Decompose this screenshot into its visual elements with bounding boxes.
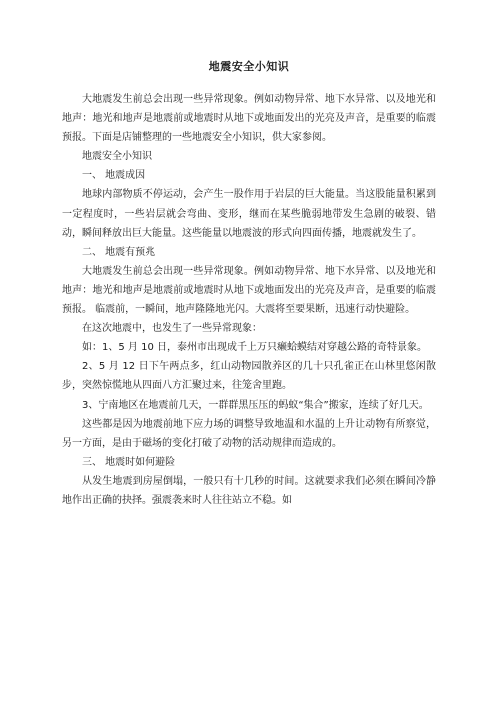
section-heading-cause: 一、 地震成因 <box>82 170 146 182</box>
anomaly-item-3: 3、宁南地区在地震前几天，一群群黑压压的蚂蚁“集合”搬家，连续了好几天。 <box>82 399 429 411</box>
cause-paragraph: 地球内部物质不停运动，会产生一股作用于岩层的巨大能量。当这股能量积累到一定程度时，一些岩层就会弯曲、变形，继而在某些脆弱地带发生急剧的破裂、错动，瞬间释放出巨大能量。这些能量以地震波的形式向四面传播，地震就发生了。 <box>62 189 436 239</box>
signs-paragraph: 大地震发生前总会出现一些异常现象。例如动物异常、地下水异常、以及地光和地声：地光和地声是地震前或地震时从地下或地面发出的光亮及声音，是重要的临震预报。 临震前，一瞬间，地声隆隆地光闪。大震将至要果断，迅速行动快避险。 <box>62 265 436 316</box>
anomaly-item-1: 如：1、5 月 10 日，泰州市出现成千上万只癞蛤蟆结对穿越公路的奇特景象。 <box>82 342 427 354</box>
section-heading-avoid: 三、 地震时如何避险 <box>82 456 176 468</box>
anomaly-explanation: 这些都是因为地震前地下应力场的调整导致地温和水温的上升让动物有所察觉，另一方面，是由于磁场的变化打破了动物的活动规律而造成的。 <box>62 418 436 449</box>
section-heading-main: 地震安全小知识 <box>82 151 152 163</box>
avoid-paragraph: 从发生地震到房屋倒塌，一般只有十几秒的时间。这就要求我们必须在瞬间冷静地作出正确的抉择。强震袭来时人往往站立不稳。如 <box>62 475 436 506</box>
anomaly-item-2: 2、5 月 12 日下午两点多，红山动物园散养区的几十只孔雀正在山林里悠闲散步，突然惊慌地从四面八方汇聚过来，往笼舍里跑。 <box>62 361 436 392</box>
anomaly-intro: 在这次地震中，也发生了一些异常现象： <box>82 323 262 335</box>
section-heading-signs: 二、 地震有预兆 <box>82 246 156 258</box>
intro-paragraph: 大地震发生前总会出现一些异常现象。例如动物异常、地下水异常、以及地光和地声：地光和地声是地震前或地震时从地下或地面发出的光亮及声音，是重要的临震预报。下面是店铺整理的一些地震安全小知识，供大家参阅。 <box>62 94 436 144</box>
document-title: 地震安全小知识 <box>208 60 290 73</box>
